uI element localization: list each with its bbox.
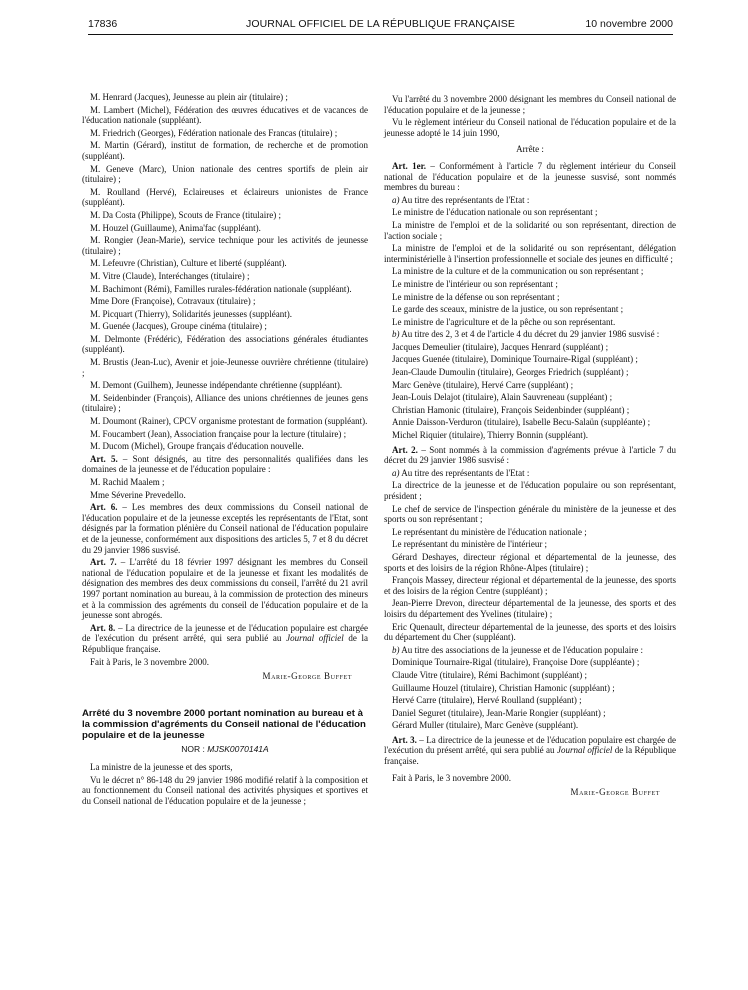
left-column <box>82 92 368 809</box>
article-text-end: de la République française. <box>384 745 677 767</box>
qualified-person: M. Rachid Maalem ; <box>90 477 165 487</box>
list-item: Le représentant du ministère de l'éducation nationale ; <box>392 526 587 537</box>
member-list <box>82 92 368 452</box>
list-item: Le représentant du ministère de l'intérieur ; <box>392 539 548 550</box>
subsection-letter: b) <box>392 644 400 655</box>
list-item: Marc Genève (titulaire), Hervé Carre (suppléant) ; <box>392 379 574 390</box>
subsection-text: Au titre des 2, 3 et 4 de l'article 4 du décret du 29 janvier 1986 susvisé : <box>399 329 660 340</box>
article-5 <box>82 454 368 475</box>
member-entry: M. Roulland (Hervé), Eclaireuses et éclaireurs unionistes de France (suppléant). <box>82 186 368 208</box>
subsection-text: Au titre des représentants de l'Etat : <box>399 467 530 478</box>
member-entry: M. Martin (Gérard), institut de formation, de recherche et de promotion (suppléant). <box>82 140 368 161</box>
journal-officiel-italic: Journal officiel <box>286 633 344 644</box>
subsection-letter: a) <box>392 194 400 205</box>
member-entry: M. Brustis (Jean-Luc), Avenir et joie-Jeunesse ouvrière chrétienne (titulaire) ; <box>82 357 368 378</box>
member-entry: M. Houzel (Guillaume), Anima'fac (suppléant). <box>90 222 261 233</box>
preamble-line: Vu le règlement intérieur du Conseil national de l'éducation populaire et de la jeunesse adopté le 14 juin 1990, <box>384 117 676 138</box>
list-item: Le ministre de l'éducation nationale ou son représentant ; <box>392 207 598 218</box>
subsection-text: Au titre des représentants de l'Etat : <box>399 194 530 205</box>
subsection-b <box>384 645 676 656</box>
arrete-heading: Arrête : <box>516 144 544 155</box>
list-item: Le chef de service de l'inspection générale du ministère de la jeunesse et des sports ou son représentant ; <box>384 503 676 525</box>
signature: Marie-George Buffet <box>262 671 352 682</box>
article-label: Art. 8. <box>90 622 116 633</box>
subsection-letter: b) <box>392 329 400 340</box>
article-8 <box>82 623 368 655</box>
article-label: Art. 7. <box>90 557 117 568</box>
nor-label: NOR : <box>181 743 208 754</box>
article-text: – L'arrêté du 18 février 1997 désignant les membres du Conseil national de l'éducation populaire et de la jeunesse et fixant les modalités de désignation des membres des deux commissions du conseil, l'arrêté du 21 avril 1997 portant nomination au bureau, à la commission de protection des mineurs et à la commission des agréments du conseil de l'éducation populaire et de la jeunesse sont abrogés. <box>82 557 369 621</box>
page-number: 17836 <box>88 18 118 30</box>
article-text-end: de la République française. <box>82 633 368 654</box>
member-entry: M. Demont (Guilhem), Jeunesse indépendante chrétienne (suppléant). <box>90 380 343 391</box>
list-item: François Massey, directeur régional et départemental de la jeunesse, des sports et des loisirs de la région Centre (suppléant) ; <box>384 575 676 596</box>
subsection-b <box>384 329 676 340</box>
article-7 <box>82 557 368 621</box>
article-label: Art. 2. <box>392 444 418 455</box>
article-text: – Conformément à l'article 7 du règlement intérieur du Conseil national de l'éducation populaire et de la jeunesse susvisé, sont nommés membres du bureau : <box>384 160 676 193</box>
list-item: Claude Vitre (titulaire), Rémi Bachimont (suppléant) ; <box>392 669 587 680</box>
article-label: Art. 5. <box>90 453 118 464</box>
list-item: Guillaume Houzel (titulaire), Christian Hamonic (suppléant) ; <box>392 682 615 693</box>
nor-reference <box>82 744 368 755</box>
issue-date: 10 novembre 2000 <box>585 18 673 30</box>
article-1 <box>384 161 676 193</box>
list-item: Le ministre de l'agriculture et de la pêche ou son représentant. <box>392 316 616 327</box>
member-entry: M. Henrard (Jacques), Jeunesse au plein air (titulaire) ; <box>90 92 288 102</box>
list-item: Gérard Muller (titulaire), Marc Genève (suppléant). <box>392 720 579 731</box>
article-6 <box>82 502 368 555</box>
list-item: Le garde des sceaux, ministre de la justice, ou son représentant ; <box>392 304 624 315</box>
article-text: – Sont nommés à la commission d'agréments prévue à l'article 7 du décret du 29 janvier 1986 susvisé : <box>384 444 676 466</box>
article-text: – Sont désignés, au titre des personnalités qualifiées dans les domaines de la jeunesse et de l'éducation populaire : <box>82 453 368 475</box>
member-entry: M. Ducom (Michel), Groupe français d'éducation nouvelle. <box>90 441 304 452</box>
member-entry: M. Rongier (Jean-Marie), service technique pour les activités de jeunesse (titulaire) ; <box>82 235 368 256</box>
article-2 <box>384 445 676 466</box>
decree-title: Arrêté du 3 novembre 2000 portant nomination au bureau et à la commission d'agréments du Conseil national de l'éducation populaire et de la jeunesse <box>82 707 366 741</box>
list-item: La directrice de la jeunesse et de l'éducation populaire ou son représentant, président ; <box>384 480 676 501</box>
subsection-text: Au titre des associations de la jeunesse et de l'éducation populaire : <box>399 644 644 655</box>
list-item: Eric Quenault, directeur départemental de la jeunesse, des sports et des loisirs du département du Cher (suppléant). <box>384 621 676 643</box>
list-item: Michel Riquier (titulaire), Thierry Bonnin (suppléant). <box>392 430 589 441</box>
list-item: Jacques Demeulier (titulaire), Jacques Henrard (suppléant) ; <box>392 341 609 352</box>
list-item: Annie Daisson-Verduron (titulaire), Isabelle Becu-Salaün (suppléante) ; <box>392 417 651 428</box>
member-entry: Mme Dore (Françoise), Cotravaux (titulaire) ; <box>90 296 256 307</box>
subsection-a <box>384 468 676 479</box>
right-column <box>384 94 676 800</box>
list-item: Jean-Louis Delajot (titulaire), Alain Sauvreneau (suppléant) ; <box>392 392 613 403</box>
article-text: – Les membres des deux commissions du Conseil national de l'éducation populaire et de la jeunesse exceptés les représentants de l'Etat, sont désignés par la formation plénière du Conseil national de l'éducation populaire et de la jeunesse, conformément aux dispositions des articles 5, 7 et 8 du décret du 29 janvier 1986 susvisé. <box>82 502 368 555</box>
member-entry: M. Lambert (Michel), Fédération des œuvres éducatives et de vacances de l'éducation nationale (suppléant). <box>82 104 368 126</box>
preamble-line: La ministre de la jeunesse et des sports, <box>90 762 233 773</box>
header-rule <box>88 34 673 35</box>
journal-officiel-italic: Journal officiel <box>556 745 613 756</box>
list-item: Jacques Guenée (titulaire), Dominique Tournaire-Rigal (suppléant) ; <box>392 354 638 365</box>
article-3 <box>384 735 676 767</box>
article-label: Art. 6. <box>90 502 118 513</box>
article-label: Art. 3. <box>392 734 417 745</box>
list-item: Jean-Claude Dumoulin (titulaire), Georges Friedrich (suppléant) ; <box>392 367 629 378</box>
member-entry: M. Geneve (Marc), Union nationale des centres sportifs de plein air (titulaire) ; <box>82 163 368 185</box>
list-item: Dominique Tournaire-Rigal (titulaire), Françoise Dore (suppléante) ; <box>392 657 640 668</box>
member-entry: M. Picquart (Thierry), Solidarités jeunesses (suppléant). <box>90 308 292 319</box>
member-entry: M. Guenée (Jacques), Groupe cinéma (titulaire) ; <box>90 321 267 332</box>
member-entry: M. Doumont (Rainer), CPCV organisme protestant de formation (suppléant). <box>90 416 368 427</box>
list-item: La ministre de la culture et de la communication ou son représentant ; <box>392 266 644 277</box>
member-entry: M. Lefeuvre (Christian), Culture et liberté (suppléant). <box>90 258 287 269</box>
article-label: Art. 1er. <box>392 160 427 171</box>
article-text: – La directrice de la jeunesse et de l'éducation populaire est chargée de l'exécution du présent arrêté, qui sera publié au <box>384 734 676 756</box>
member-entry: M. Foucambert (Jean), Association française pour la lecture (titulaire) ; <box>90 428 347 439</box>
preamble-line: Vu l'arrêté du 3 novembre 2000 désignant les membres du Conseil national de l'éducation populaire et de la jeunesse ; <box>384 94 676 115</box>
list-item: La ministre de l'emploi et de la solidarité ou son représentant, délégation interministérielle à l'insertion professionnelle et sociale des jeunes en difficulté ; <box>384 243 676 264</box>
article-text: – La directrice de la jeunesse et de l'éducation populaire est chargée de l'exécution du présent arrêté, qui sera publié au <box>82 622 368 644</box>
member-entry: M. Da Costa (Philippe), Scouts de France (titulaire) ; <box>90 209 281 220</box>
member-entry: M. Vitre (Claude), Interéchanges (titulaire) ; <box>90 270 250 281</box>
list-item: Gérard Deshayes, directeur régional et départemental de la jeunesse, des sports et des loisirs de la région Rhône-Alpes (titulaire) ; <box>384 551 676 573</box>
page-header <box>88 18 673 34</box>
list-item: Jean-Pierre Drevon, directeur départemental de la jeunesse, des sports et des loisirs du département des Yvelines (titulaire) ; <box>384 598 676 619</box>
list-item: Christian Hamonic (titulaire), François Seidenbinder (suppléant) ; <box>392 404 630 415</box>
member-entry: M. Friedrich (Georges), Fédération nationale des Francas (titulaire) ; <box>90 127 338 138</box>
done-at: Fait à Paris, le 3 novembre 2000. <box>392 772 511 783</box>
subsection-a <box>384 195 676 206</box>
subsection-letter: a) <box>392 467 400 478</box>
member-entry: M. Delmonte (Frédéric), Fédération des associations générales étudiantes (suppléant). <box>82 333 368 355</box>
list-item: Le ministre de l'intérieur ou son représentant ; <box>392 278 558 289</box>
preamble-line: Vu le décret n° 86-148 du 29 janvier 1986 modifié relatif à la composition et au fonctionnement du Conseil national des activités physiques et sportives et du Conseil national de l'éducation populaire et de la jeunesse ; <box>82 774 368 807</box>
qualified-person: Mme Séverine Prevedello. <box>90 489 186 500</box>
nor-code: MJSK0070141A <box>207 743 269 754</box>
signature: Marie-George Buffet <box>570 787 660 798</box>
list-item: La ministre de l'emploi et de la solidarité ou son représentant, direction de l'action sociale ; <box>384 219 676 241</box>
list-item: Hervé Carre (titulaire), Hervé Roulland (suppléant) ; <box>392 695 582 706</box>
journal-title: JOURNAL OFFICIEL DE LA RÉPUBLIQUE FRANÇAISE <box>246 18 515 30</box>
list-item: Le ministre de la défense ou son représentant ; <box>392 291 560 302</box>
list-item: Daniel Seguret (titulaire), Jean-Marie Rongier (suppléant) ; <box>392 707 606 718</box>
member-entry: M. Bachimont (Rémi), Familles rurales-fédération nationale (suppléant). <box>90 283 352 294</box>
done-at: Fait à Paris, le 3 novembre 2000. <box>90 656 209 667</box>
member-entry: M. Seidenbinder (François), Alliance des unions chrétiennes de jeunes gens (titulaire) ; <box>82 392 368 414</box>
